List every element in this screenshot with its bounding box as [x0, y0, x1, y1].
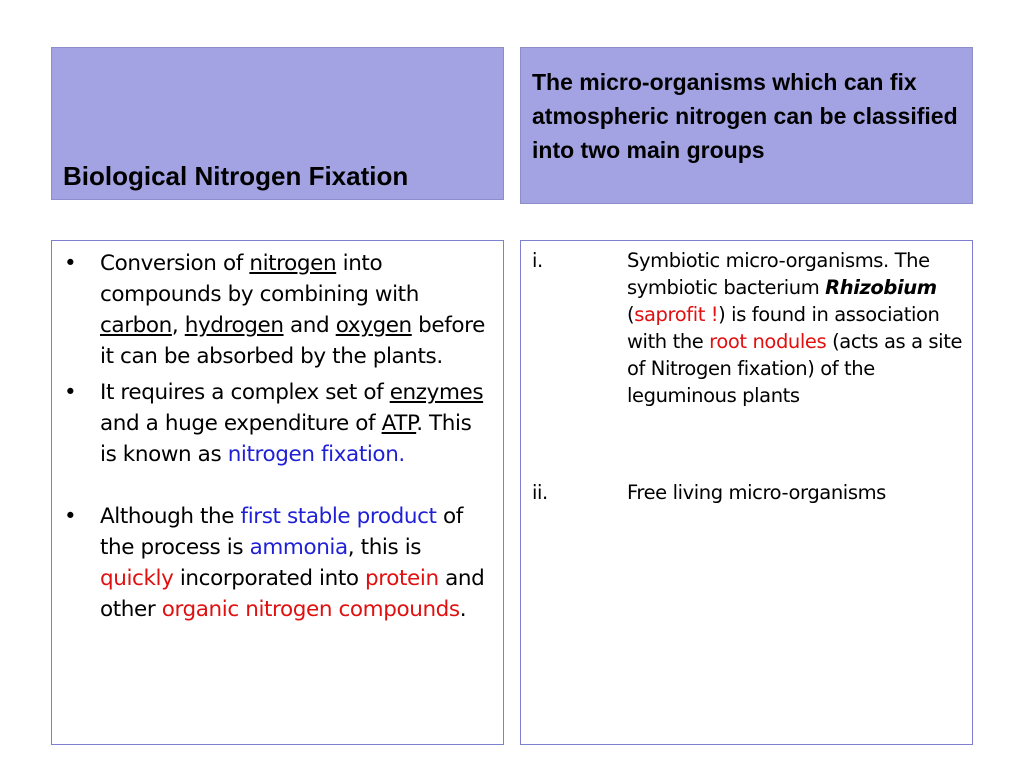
text-span: ) is found in association with the [627, 303, 940, 353]
text-span: It requires a complex set of [100, 380, 390, 405]
numbered-item-symbiotic [532, 247, 964, 409]
left-content-box [51, 240, 504, 745]
text-span: Symbiotic micro-organisms. The symbiotic bacterium [627, 249, 930, 299]
item-text: Free living micro-organisms [627, 481, 886, 504]
term-protein: protein [365, 566, 439, 591]
bullet-item-ammonia [52, 501, 503, 625]
item-text [627, 247, 964, 409]
term-rhizobium: Rhizobium [825, 276, 937, 299]
text-span: (acts as a site of Nitrogen fixation) of the leguminous plants [627, 330, 963, 407]
term-oxygen: oxygen [335, 313, 412, 338]
term-atp: ATP [381, 411, 417, 436]
right-title: The micro-organisms which can fix atmospheric nitrogen can be classified into two main groups [532, 69, 958, 163]
right-content-box [520, 240, 973, 745]
term-root-nodules: root nodules [709, 330, 827, 353]
term-carbon: carbon [100, 313, 172, 338]
text-span: . [459, 597, 467, 622]
term-hydrogen: hydrogen [184, 313, 284, 338]
item-number: ii. [532, 481, 548, 504]
term-first-stable-product: first stable product [240, 504, 437, 529]
bullet-dot-icon: • [64, 251, 77, 276]
text-span: and other [100, 566, 485, 622]
bullet-item-enzymes [52, 377, 503, 470]
text-span: Although the [100, 504, 241, 529]
text-span: into compounds by combining with [100, 251, 419, 307]
text-span: incorporated into [173, 566, 366, 591]
text-span: , this is [347, 535, 422, 560]
text-span: , [171, 313, 185, 338]
term-ammonia: ammonia [249, 535, 348, 560]
numbered-item-free-living [532, 479, 964, 506]
term-nitrogen: nitrogen [249, 251, 337, 276]
term-nitrogen-fixation: nitrogen fixation. [227, 442, 405, 467]
text-span: ( [627, 303, 635, 326]
term-organic-nitrogen-compounds: organic nitrogen compounds [161, 597, 460, 622]
right-title-box [520, 47, 973, 204]
item-number: i. [532, 249, 543, 272]
text-span: and a huge expenditure of [100, 411, 382, 436]
bullet-dot-icon: • [64, 504, 77, 529]
text-span: of the process is [100, 504, 463, 560]
text-span: . This is known as [100, 411, 472, 467]
text-span: before it can be absorbed by the plants. [100, 313, 485, 369]
term-saprofit: saprofit ! [634, 303, 719, 326]
bullet-list [52, 248, 503, 625]
text-span: and [283, 313, 336, 338]
text-span: Conversion of [100, 251, 250, 276]
bullet-dot-icon: • [64, 380, 77, 405]
left-title: Biological Nitrogen Fixation [63, 161, 409, 191]
left-title-box [51, 47, 504, 200]
bullet-item-conversion [52, 248, 503, 372]
term-enzymes: enzymes [389, 380, 484, 405]
term-quickly: quickly [100, 566, 174, 591]
